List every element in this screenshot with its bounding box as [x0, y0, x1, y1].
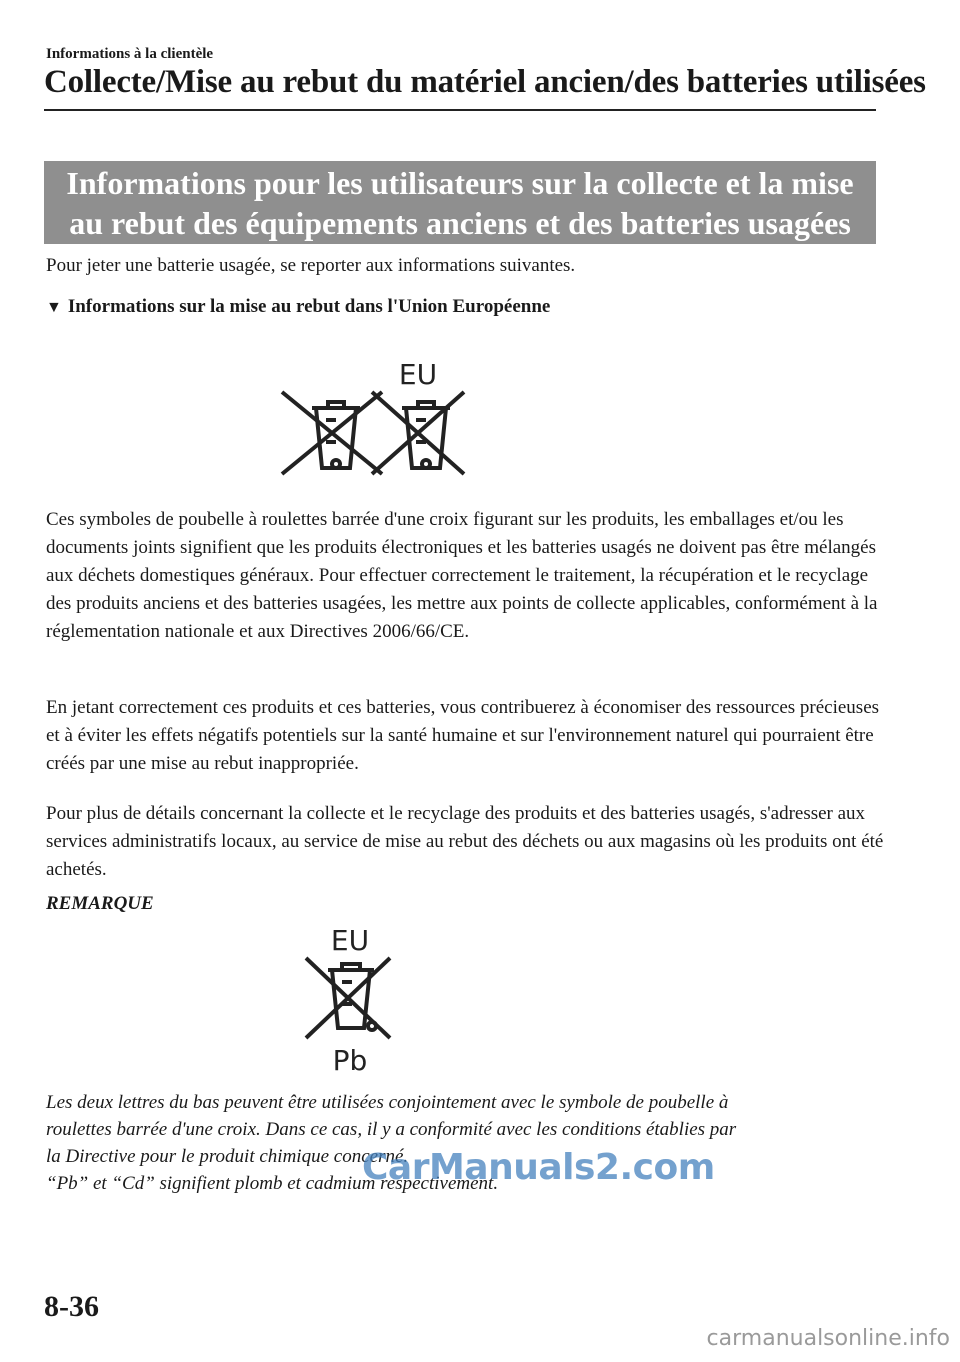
- triangle-down-icon: ▼: [46, 299, 62, 316]
- section-banner: [44, 161, 876, 244]
- chapter-title: Collecte/Mise au rebut du matériel ancien/des batteries utilisées: [44, 64, 926, 100]
- paragraph-2: En jetant correctement ces produits et ces batteries, vous contribuerez à économiser des ressources précieuses et à éviter les effets négatifs potentiels sur la santé humaine et sur l'environnement naturel qui pourraient être créés par une mise au rebut inappropriée.: [46, 697, 880, 774]
- header-rule: [44, 109, 876, 111]
- banner-line-1: Informations pour les utilisateurs sur la collecte et la mise: [66, 165, 854, 201]
- banner-line-2: au rebut des équipements anciens et des batteries usagées: [69, 205, 851, 241]
- page-number: 8-36: [44, 1290, 99, 1323]
- note-line-1: Les deux lettres du bas peuvent être utilisées conjointement avec le symbole de poubelle à: [46, 1092, 729, 1113]
- crossed-out-wheelie-bin-pb-icon: [302, 924, 398, 1074]
- note-label: REMARQUE: [46, 893, 154, 914]
- note-line-4: “Pb” et “Cd” signifient plomb et cadmium respectivement.: [46, 1173, 499, 1194]
- paragraph-1: Ces symboles de poubelle à roulettes barrée d'une croix figurant sur les produits, les emballages et/ou les documents joints signifient que les produits électroniques et les batteries usagés ne doivent pas être mélangés aux déchets domestiques généraux. Pour effectuer correctement le traitement, la récupération et le recyclage des produits anciens et des batteries usagées, les mettre aux points de collecte applicables, conformément à la réglementation nationale et aux Directives 2006/66/CE.: [46, 509, 878, 642]
- note-line-3: la Directive pour le produit chimique concerné.: [46, 1146, 409, 1167]
- footer-site-link[interactable]: carmanualsonline.info: [706, 1326, 950, 1351]
- section-label: Informations à la clientèle: [46, 46, 214, 62]
- eu-label-note: EU: [330, 924, 370, 957]
- intro-paragraph: Pour jeter une batterie usagée, se reporter aux informations suivantes.: [46, 255, 576, 276]
- pb-label: Pb: [332, 1044, 368, 1074]
- crossed-out-wheelie-bin-icon: [278, 358, 468, 482]
- eu-label: EU: [398, 358, 438, 391]
- subheading-text: Informations sur la mise au rebut dans l'Union Européenne: [67, 296, 551, 317]
- paragraph-3: Pour plus de détails concernant la collecte et le recyclage des produits et des batteries usagés, s'adresser aux services administratifs locaux, au service de mise au rebut des déchets ou aux magasins où les produits ont été achetés.: [46, 803, 884, 880]
- watermark-logo: CarManuals2.com: [362, 1147, 715, 1188]
- note-line-2: roulettes barrée d'une croix. Dans ce cas, il y a conformité avec les conditions établies par: [46, 1119, 737, 1140]
- subheading: [46, 296, 550, 318]
